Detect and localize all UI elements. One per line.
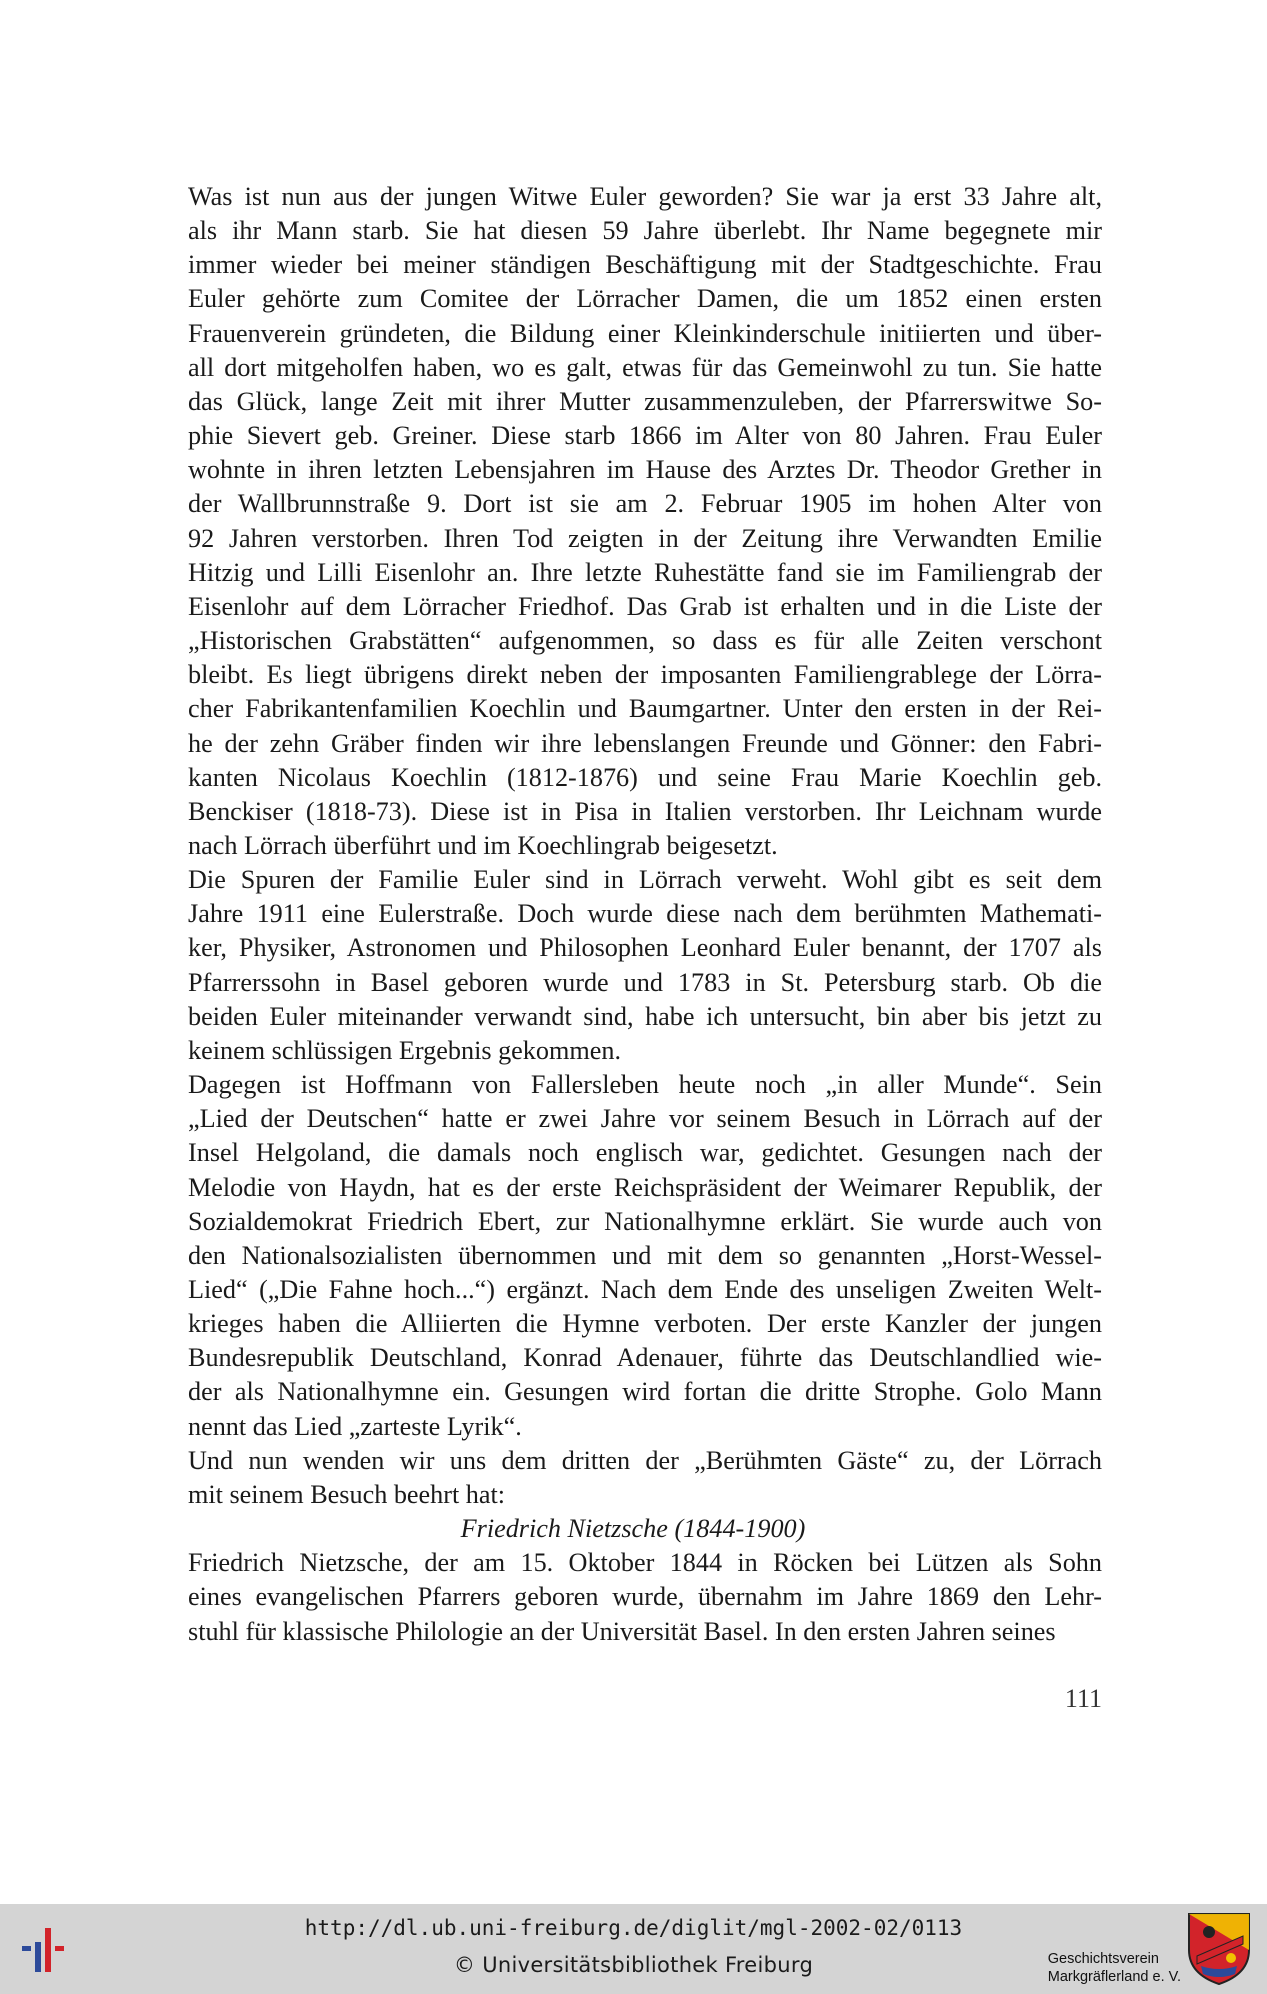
society-line-1: Geschichtsverein bbox=[1047, 1951, 1159, 1967]
text-line: krieges haben die Alliierten die Hymne verboten. Der erste Kanzler der jungen bbox=[188, 1309, 1102, 1339]
geschichtsverein-crest-icon[interactable] bbox=[1187, 1912, 1251, 1986]
text-line: Melodie von Haydn, hat es der erste Reichspräsident der Weimarer Republik, der bbox=[188, 1172, 1102, 1202]
text-line: stuhl für klassische Philologie an der Universität Basel. In den ersten Jahren seines bbox=[188, 1616, 1056, 1646]
text-line: Frauenverein gründeten, die Bildung einer Kleinkinderschule initiierten und über- bbox=[188, 318, 1102, 348]
text-line: he der zehn Gräber finden wir ihre lebenslangen Freunde und Gönner: den Fabri- bbox=[188, 728, 1102, 758]
paragraph bbox=[164, 863, 1102, 1068]
text-line: all dort mitgeholfen haben, wo es galt, etwas für das Gemeinwohl zu tun. Sie hatte bbox=[188, 352, 1102, 382]
text-line: nennt das Lied „zarteste Lyrik“. bbox=[188, 1411, 522, 1441]
text-line: Insel Helgoland, die damals noch englisch war, gedichtet. Gesungen nach der bbox=[188, 1138, 1102, 1168]
paragraph bbox=[164, 1068, 1102, 1444]
text-line: Eisenlohr auf dem Lörracher Friedhof. Das Grab ist erhalten und in die Liste der bbox=[188, 591, 1102, 621]
text-line: phie Sievert geb. Greiner. Diese starb 1866 im Alter von 80 Jahren. Frau Euler bbox=[188, 421, 1102, 451]
text-line: ker, Physiker, Astronomen und Philosophen Leonhard Euler benannt, der 1707 als bbox=[188, 933, 1102, 963]
text-line: Lied“ („Die Fahne hoch...“) ergänzt. Nach dem Ende des unseligen Zweiten Welt- bbox=[188, 1275, 1102, 1304]
text-line: eines evangelischen Pfarrers geboren wurde, übernahm im Jahre 1869 den Lehr- bbox=[188, 1582, 1102, 1612]
text-line: immer wieder bei meiner ständigen Beschäftigung mit der Stadtgeschichte. Frau bbox=[188, 250, 1102, 280]
text-line: Dagegen ist Hoffmann von Fallersleben heute noch „in aller Munde“. Sein bbox=[188, 1070, 1102, 1100]
text-line: 92 Jahren verstorben. Ihren Tod zeigten in der Zeitung ihre Verwandten Emilie bbox=[188, 523, 1102, 553]
text-line: Pfarrerssohn in Basel geboren wurde und 1783 in St. Petersburg starb. Ob die bbox=[188, 967, 1102, 997]
text-line: nach Lörrach überführt und im Koechlingrab beigesetzt. bbox=[188, 830, 778, 860]
text-line: den Nationalsozialisten übernommen und mit dem so genannten „Horst-Wessel- bbox=[188, 1240, 1102, 1270]
text-line: bleibt. Es liegt übrigens direkt neben der imposanten Familiengrablege der Lörra- bbox=[188, 660, 1102, 690]
text-line: Hitzig und Lilli Eisenlohr an. Ihre letzte Ruhestätte fand sie im Familiengrab der bbox=[188, 557, 1102, 587]
page-body bbox=[164, 180, 1102, 1649]
text-line: mit seinem Besuch beehrt hat: bbox=[188, 1479, 506, 1509]
text-line: keinem schlüssigen Ergebnis gekommen. bbox=[188, 1035, 621, 1065]
text-line: der Wallbrunnstraße 9. Dort ist sie am 2. Februar 1905 im hohen Alter von bbox=[188, 489, 1102, 519]
text-line: Benckiser (1818-73). Diese ist in Pisa in Italien verstorben. Ihr Leichnam wurde bbox=[188, 796, 1102, 826]
footer-copyright: © Universitätsbibliothek Freiburg bbox=[453, 1953, 814, 1977]
paragraph bbox=[164, 1444, 1102, 1512]
footer-bar bbox=[0, 1904, 1267, 1994]
text-line: Bundesrepublik Deutschland, Konrad Adenauer, führte das Deutschlandlied wie- bbox=[188, 1343, 1102, 1373]
text-line: cher Fabrikantenfamilien Koechlin und Baumgartner. Unter den ersten in der Rei- bbox=[188, 694, 1102, 724]
text-line: Sozialdemokrat Friedrich Ebert, zur Nationalhymne erklärt. Sie wurde auch von bbox=[188, 1206, 1102, 1236]
society-name[interactable] bbox=[1048, 1950, 1181, 1986]
text-line: Was ist nun aus der jungen Witwe Euler geworden? Sie war ja erst 33 Jahre alt, bbox=[188, 182, 1102, 211]
text-line: wohnte in ihren letzten Lebensjahren im Hause des Arztes Dr. Theodor Grether in bbox=[188, 455, 1102, 485]
text-line: Jahre 1911 eine Eulerstraße. Doch wurde diese nach dem berühmten Mathemati- bbox=[188, 899, 1102, 929]
text-line: Euler gehörte zum Comitee der Lörracher Damen, die um 1852 einen ersten bbox=[188, 284, 1102, 314]
footer-url-link[interactable]: http://dl.ub.uni-freiburg.de/diglit/mgl-2002-02/0113 bbox=[304, 1916, 963, 1940]
text-line: der als Nationalhymne ein. Gesungen wird fortan die dritte Strophe. Golo Mann bbox=[188, 1377, 1102, 1407]
text-line: kanten Nicolaus Koechlin (1812-1876) und seine Frau Marie Koechlin geb. bbox=[188, 762, 1102, 792]
paragraph bbox=[164, 180, 1102, 863]
page-number: 111 bbox=[1064, 1684, 1102, 1713]
section-heading: Friedrich Nietzsche (1844-1900) bbox=[460, 1514, 806, 1544]
text-line: als ihr Mann starb. Sie hat diesen 59 Jahre überlebt. Ihr Name begegnete mir bbox=[188, 216, 1102, 246]
text-line: „Historischen Grabstätten“ aufgenommen, so dass es für alle Zeiten verschont bbox=[188, 626, 1102, 656]
society-line-2: Markgräflerland e. V. bbox=[1047, 1969, 1181, 1985]
text-line: beiden Euler miteinander verwandt sind, habe ich untersucht, bin aber bis jetzt zu bbox=[188, 1001, 1102, 1031]
text-line: „Lied der Deutschen“ hatte er zwei Jahre vor seinem Besuch in Lörrach auf der bbox=[188, 1104, 1102, 1134]
text-line: Und nun wenden wir uns dem dritten der „Berühmten Gäste“ zu, der Lörrach bbox=[188, 1445, 1102, 1475]
paragraph bbox=[164, 1546, 1102, 1648]
text-line: Friedrich Nietzsche, der am 15. Oktober 1844 in Röcken bei Lützen als Sohn bbox=[188, 1548, 1102, 1578]
text-line: Die Spuren der Familie Euler sind in Lörrach verweht. Wohl gibt es seit dem bbox=[188, 865, 1102, 895]
text-line: das Glück, lange Zeit mit ihrer Mutter zusammenzuleben, der Pfarrerswitwe So- bbox=[188, 386, 1102, 416]
